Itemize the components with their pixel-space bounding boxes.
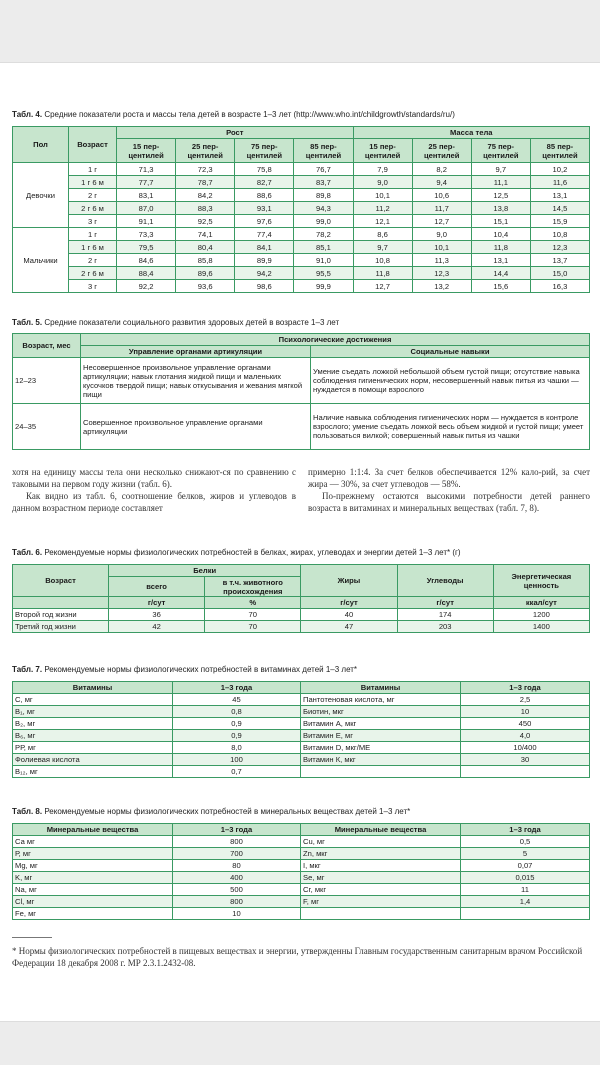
table8-header: Минеральные вещества xyxy=(301,824,461,836)
table6-unit-empty xyxy=(13,597,109,609)
table4-value-cell: 99,0 xyxy=(294,215,353,228)
t7-name-cell: В₂, мг xyxy=(13,718,173,730)
table6-value-cell: 203 xyxy=(397,621,493,633)
table5-number: Табл. 5. xyxy=(12,318,43,327)
t8-value-cell: 5 xyxy=(461,848,590,860)
table4-value-cell: 85,8 xyxy=(176,254,235,267)
t7-value-cell: 0,9 xyxy=(173,730,301,742)
table-row xyxy=(13,163,590,176)
table4-header-pol: Пол xyxy=(13,127,69,163)
t8-name-cell: Cu, мг xyxy=(301,836,461,848)
table4-value-cell: 77,4 xyxy=(235,228,294,241)
table8-caption xyxy=(12,807,410,817)
table6-value-cell: 70 xyxy=(205,609,301,621)
table4-value-cell: 11,8 xyxy=(353,267,412,280)
table4-value-cell: 10,1 xyxy=(353,189,412,202)
table7 xyxy=(12,681,590,778)
table4-value-cell: 11,3 xyxy=(412,254,471,267)
t7-name-cell: Витамин D, мкг/МЕ xyxy=(301,742,461,754)
table4-value-cell: 91,1 xyxy=(117,215,176,228)
t7-value-cell xyxy=(461,766,590,778)
table-row xyxy=(13,621,590,633)
table4-age-cell: 3 г xyxy=(69,215,117,228)
table5-social-cell: Умение съедать ложкой небольшой объем густой пищи; отсутствие навыка соблюдения гигиенических норм, несовершенный навык питья из чашки — нуждается в помощи взрослого xyxy=(311,358,590,404)
t8-name-cell xyxy=(301,908,461,920)
table6-header-energy: Энергетическая ценность xyxy=(493,565,589,597)
table4-value-cell: 12,3 xyxy=(412,267,471,280)
table4-value-cell: 13,2 xyxy=(412,280,471,293)
table-row xyxy=(13,202,590,215)
footnote-divider xyxy=(12,937,52,938)
table4-value-cell: 15,0 xyxy=(530,267,589,280)
table-row xyxy=(13,241,590,254)
table-row xyxy=(13,896,590,908)
table4-value-cell: 8,2 xyxy=(412,163,471,176)
table4-value-cell: 95,5 xyxy=(294,267,353,280)
table6-header-age: Возраст xyxy=(13,565,109,597)
table-row xyxy=(13,872,590,884)
table-row xyxy=(13,836,590,848)
table5-header-soc: Социальные навыки xyxy=(311,346,590,358)
table-row xyxy=(13,860,590,872)
table-row xyxy=(13,706,590,718)
table5-header-psy: Психологические достижения xyxy=(81,334,590,346)
table4-header-percentile: 15 пер-центилей xyxy=(353,139,412,163)
t7-value-cell: 10/400 xyxy=(461,742,590,754)
table4-value-cell: 97,6 xyxy=(235,215,294,228)
t8-name-cell: Mg, мг xyxy=(13,860,173,872)
t8-name-cell: Cl, мг xyxy=(13,896,173,908)
table4-value-cell: 91,0 xyxy=(294,254,353,267)
table4-value-cell: 11,8 xyxy=(471,241,530,254)
t7-name-cell: Витамин К, мкг xyxy=(301,754,461,766)
table4-value-cell: 80,4 xyxy=(176,241,235,254)
table4-value-cell: 72,3 xyxy=(176,163,235,176)
table5 xyxy=(12,333,590,450)
table6-value-cell: 1200 xyxy=(493,609,589,621)
table4-value-cell: 9,7 xyxy=(353,241,412,254)
table4-group-label: Девочки xyxy=(13,163,69,228)
t8-name-cell: I, мкг xyxy=(301,860,461,872)
table6-value-cell: 1400 xyxy=(493,621,589,633)
table4-value-cell: 11,2 xyxy=(353,202,412,215)
table4-value-cell: 8,6 xyxy=(353,228,412,241)
table5-header-art: Управление органами артикуляции xyxy=(81,346,311,358)
table6-header-vsego: всего xyxy=(109,577,205,597)
t7-value-cell: 2,5 xyxy=(461,694,590,706)
table4-value-cell: 9,4 xyxy=(412,176,471,189)
prose-left-paragraph-1: хотя на единицу массы тела они несколько снижают-ся по сравнению с таковыми на первом году жизни (табл. 6). xyxy=(12,467,296,489)
table7-header: 1–3 года xyxy=(173,682,301,694)
t8-name-cell: Р, мг xyxy=(13,848,173,860)
t7-name-cell: Биотин, мкг xyxy=(301,706,461,718)
table4-header-massa: Масса тела xyxy=(353,127,590,139)
table4-number: Табл. 4. xyxy=(12,110,43,119)
table4-age-cell: 2 г 6 м xyxy=(69,267,117,280)
table6-unit: г/сут xyxy=(109,597,205,609)
table6-header-fat: Жиры xyxy=(301,565,397,597)
table6-unit: % xyxy=(205,597,301,609)
t7-name-cell: Фолиевая кислота xyxy=(13,754,173,766)
table4-value-cell: 10,6 xyxy=(412,189,471,202)
table4-value-cell: 11,7 xyxy=(412,202,471,215)
table5-caption-text: Средние показатели социального развития здоровых детей в возрасте 1–3 лет xyxy=(44,318,340,327)
table4-age-cell: 1 г xyxy=(69,228,117,241)
t8-name-cell: Se, мг xyxy=(301,872,461,884)
table4-header-percentile: 75 пер-центилей xyxy=(471,139,530,163)
table4-value-cell: 11,1 xyxy=(471,176,530,189)
table-row xyxy=(13,766,590,778)
table4-header-rost: Рост xyxy=(117,127,354,139)
t7-name-cell: В₁₂, мг xyxy=(13,766,173,778)
table4-value-cell: 98,6 xyxy=(235,280,294,293)
table4-value-cell: 7,9 xyxy=(353,163,412,176)
table4-value-cell: 84,2 xyxy=(176,189,235,202)
table8-caption-text: Рекомендуемые нормы физиологических потребностей в минеральных веществах детей 1–3 лет* xyxy=(44,807,411,816)
table4-value-cell: 12,1 xyxy=(353,215,412,228)
table4-value-cell: 10,8 xyxy=(353,254,412,267)
t7-name-cell: Пантотеновая кислота, мг xyxy=(301,694,461,706)
table6-header-zhiv: в т.ч. животного происхождения xyxy=(205,577,301,597)
table7-header: Витамины xyxy=(13,682,173,694)
t7-name-cell: С, мг xyxy=(13,694,173,706)
table4-header-percentile: 75 пер-центилей xyxy=(235,139,294,163)
table4-value-cell: 84,6 xyxy=(117,254,176,267)
table5-articulation-cell: Совершенное произвольное управление органами артикуляции xyxy=(81,404,311,450)
table4-value-cell: 74,1 xyxy=(176,228,235,241)
table4-age-cell: 2 г xyxy=(69,254,117,267)
table6-age-cell: Второй год жизни xyxy=(13,609,109,621)
t7-value-cell: 30 xyxy=(461,754,590,766)
t8-value-cell: 500 xyxy=(173,884,301,896)
table8-header: 1–3 года xyxy=(461,824,590,836)
table4-value-cell: 10,4 xyxy=(471,228,530,241)
table-row xyxy=(13,848,590,860)
table4-age-cell: 1 г 6 м xyxy=(69,176,117,189)
t8-value-cell: 800 xyxy=(173,896,301,908)
table4-age-cell: 2 г 6 м xyxy=(69,202,117,215)
t7-value-cell: 0,7 xyxy=(173,766,301,778)
t8-value-cell: 11 xyxy=(461,884,590,896)
table4-value-cell: 87,0 xyxy=(117,202,176,215)
t8-name-cell: Zn, мкг xyxy=(301,848,461,860)
t8-value-cell: 0,5 xyxy=(461,836,590,848)
table4-value-cell: 15,6 xyxy=(471,280,530,293)
t7-name-cell: В₆, мг xyxy=(13,730,173,742)
t7-value-cell: 450 xyxy=(461,718,590,730)
t8-name-cell: F, мг xyxy=(301,896,461,908)
table4-value-cell: 77,7 xyxy=(117,176,176,189)
table4-value-cell: 12,7 xyxy=(412,215,471,228)
table4-value-cell: 88,3 xyxy=(176,202,235,215)
table-row xyxy=(13,742,590,754)
t8-value-cell: 0,015 xyxy=(461,872,590,884)
table6-number: Табл. 6. xyxy=(12,548,43,557)
table4-value-cell: 15,9 xyxy=(530,215,589,228)
table6-header-carb: Углеводы xyxy=(397,565,493,597)
t7-value-cell: 4,0 xyxy=(461,730,590,742)
table4-age-cell: 1 г 6 м xyxy=(69,241,117,254)
table4-value-cell: 73,3 xyxy=(117,228,176,241)
table-row xyxy=(13,730,590,742)
table4-value-cell: 93,6 xyxy=(176,280,235,293)
table-row xyxy=(13,908,590,920)
table4-value-cell: 83,7 xyxy=(294,176,353,189)
t8-name-cell: Са мг xyxy=(13,836,173,848)
t8-value-cell xyxy=(461,908,590,920)
prose-right-paragraph-1: примерно 1:1:4. За счет белков обеспечивается 12% кало-рий, за счет жира — 30%, за счет углеводов — 58%. xyxy=(308,467,590,489)
table4-value-cell: 9,7 xyxy=(471,163,530,176)
table4-value-cell: 12,7 xyxy=(353,280,412,293)
t8-name-cell: Fe, мг xyxy=(13,908,173,920)
table4-value-cell: 99,9 xyxy=(294,280,353,293)
t8-name-cell: K, мг xyxy=(13,872,173,884)
prose-right xyxy=(308,466,590,514)
table4-value-cell: 85,1 xyxy=(294,241,353,254)
table-row xyxy=(13,254,590,267)
table6-unit: ккал/сут xyxy=(493,597,589,609)
table7-number: Табл. 7. xyxy=(12,665,43,674)
table4-value-cell: 75,8 xyxy=(235,163,294,176)
t8-value-cell: 10 xyxy=(173,908,301,920)
table4-value-cell: 76,7 xyxy=(294,163,353,176)
table6-caption-text: Рекомендуемые нормы физиологических потребностей в белках, жирах, углеводах и энергии детей 1–3 лет* (г) xyxy=(44,548,461,557)
table6-header-belki: Белки xyxy=(109,565,301,577)
prose-left xyxy=(12,466,296,514)
t7-name-cell xyxy=(301,766,461,778)
t7-value-cell: 8,0 xyxy=(173,742,301,754)
table8-number: Табл. 8. xyxy=(12,807,43,816)
table5-caption xyxy=(12,318,339,328)
table6-caption xyxy=(12,548,461,558)
table4-value-cell: 88,4 xyxy=(117,267,176,280)
t8-value-cell: 0,07 xyxy=(461,860,590,872)
table4-value-cell: 78,2 xyxy=(294,228,353,241)
table-row xyxy=(13,404,590,450)
table4-value-cell: 13,7 xyxy=(530,254,589,267)
table-row xyxy=(13,718,590,730)
prose-left-paragraph-2: Как видно из табл. 6, соотношение белков, жиров и углеводов в данном возрастном периоде составляет xyxy=(12,491,296,513)
table4-value-cell: 14,4 xyxy=(471,267,530,280)
table4-value-cell: 78,7 xyxy=(176,176,235,189)
t8-value-cell: 800 xyxy=(173,836,301,848)
table4-header-percentile: 25 пер-центилей xyxy=(176,139,235,163)
t8-value-cell: 700 xyxy=(173,848,301,860)
table4-value-cell: 92,5 xyxy=(176,215,235,228)
table4-header-percentile: 85 пер-центилей xyxy=(294,139,353,163)
table4-value-cell: 10,1 xyxy=(412,241,471,254)
table8-header: 1–3 года xyxy=(173,824,301,836)
table6 xyxy=(12,564,590,633)
table4-value-cell: 84,1 xyxy=(235,241,294,254)
table4-value-cell: 13,8 xyxy=(471,202,530,215)
t8-name-cell: Na, мг xyxy=(13,884,173,896)
table7-caption-text: Рекомендуемые нормы физиологических потребностей в витаминах детей 1–3 лет* xyxy=(44,665,358,674)
table4-caption xyxy=(12,110,455,120)
table-row xyxy=(13,609,590,621)
t8-value-cell: 80 xyxy=(173,860,301,872)
table8 xyxy=(12,823,590,920)
table6-unit: г/сут xyxy=(397,597,493,609)
table-row xyxy=(13,358,590,404)
table4-value-cell: 83,1 xyxy=(117,189,176,202)
table-row xyxy=(13,215,590,228)
table4-caption-text: Средние показатели роста и массы тела детей в возрасте 1–3 лет (http://www.who.int/childgrowth/standards/ru/) xyxy=(44,110,455,119)
table-row xyxy=(13,884,590,896)
table4 xyxy=(12,126,590,293)
table6-value-cell: 47 xyxy=(301,621,397,633)
table4-value-cell: 89,9 xyxy=(235,254,294,267)
table-row xyxy=(13,228,590,241)
table4-value-cell: 13,1 xyxy=(530,189,589,202)
t7-name-cell: В₁, мг xyxy=(13,706,173,718)
table-row xyxy=(13,694,590,706)
table8-header: Минеральные вещества xyxy=(13,824,173,836)
table4-age-cell: 2 г xyxy=(69,189,117,202)
table7-header: 1–3 года xyxy=(461,682,590,694)
table-row xyxy=(13,754,590,766)
t7-value-cell: 0,8 xyxy=(173,706,301,718)
table5-header-age: Возраст, мес xyxy=(13,334,81,358)
t8-value-cell: 1,4 xyxy=(461,896,590,908)
prose-right-paragraph-2: По-прежнему остаются высокими потребности детей раннего возраста в витаминах и минеральных веществах (табл. 7, 8). xyxy=(308,491,590,513)
table7-caption xyxy=(12,665,357,675)
table4-value-cell: 12,3 xyxy=(530,241,589,254)
table5-articulation-cell: Несовершенное произвольное управление органами артикуляции; навык глотания жидкой пищи и маленьких кусочков твердой пищи; навык откусывания и жевания мягкой пищи xyxy=(81,358,311,404)
table4-value-cell: 88,6 xyxy=(235,189,294,202)
table-row xyxy=(13,189,590,202)
table4-value-cell: 82,7 xyxy=(235,176,294,189)
t8-value-cell: 400 xyxy=(173,872,301,884)
t7-name-cell: Витамин А, мкг xyxy=(301,718,461,730)
table4-value-cell: 16,3 xyxy=(530,280,589,293)
table4-value-cell: 15,1 xyxy=(471,215,530,228)
table4-value-cell: 9,0 xyxy=(412,228,471,241)
t7-value-cell: 10 xyxy=(461,706,590,718)
table6-age-cell: Третий год жизни xyxy=(13,621,109,633)
table4-age-cell: 3 г xyxy=(69,280,117,293)
t7-value-cell: 45 xyxy=(173,694,301,706)
table4-value-cell: 94,3 xyxy=(294,202,353,215)
table4-value-cell: 71,3 xyxy=(117,163,176,176)
table4-value-cell: 89,6 xyxy=(176,267,235,280)
table-row xyxy=(13,267,590,280)
table6-value-cell: 70 xyxy=(205,621,301,633)
table7-header: Витамины xyxy=(301,682,461,694)
table6-value-cell: 42 xyxy=(109,621,205,633)
table4-header-percentile: 15 пер-центилей xyxy=(117,139,176,163)
table4-value-cell: 10,2 xyxy=(530,163,589,176)
t7-name-cell: Витамин Е, мг xyxy=(301,730,461,742)
t7-name-cell: РР, мг xyxy=(13,742,173,754)
t8-name-cell: Cr, мкг xyxy=(301,884,461,896)
table5-age-cell: 12–23 xyxy=(13,358,81,404)
t7-value-cell: 100 xyxy=(173,754,301,766)
table4-value-cell: 12,5 xyxy=(471,189,530,202)
table4-age-cell: 1 г xyxy=(69,163,117,176)
table4-value-cell: 10,8 xyxy=(530,228,589,241)
table4-value-cell: 79,5 xyxy=(117,241,176,254)
table4-value-cell: 13,1 xyxy=(471,254,530,267)
table4-value-cell: 94,2 xyxy=(235,267,294,280)
table4-value-cell: 9,0 xyxy=(353,176,412,189)
table6-value-cell: 40 xyxy=(301,609,397,621)
table4-value-cell: 11,6 xyxy=(530,176,589,189)
table4-header-percentile: 85 пер-центилей xyxy=(530,139,589,163)
table5-age-cell: 24–35 xyxy=(13,404,81,450)
footnote: * Нормы физиологических потребностей в пищевых веществах и энергии, утвержденны Главным государственным санитарным врачом Российской Федерации 18 декабря 2008 г. МР 2.3.1.2432-08. xyxy=(12,946,583,968)
table6-value-cell: 36 xyxy=(109,609,205,621)
table5-social-cell: Наличие навыка соблюдения гигиенических норм — нуждается в контроле взрослого; умение съедать ложкой весь объем жидкой и густой пищи; умеет пользоваться вилкой; совершенный навык питья из чашки xyxy=(311,404,590,450)
table4-value-cell: 14,5 xyxy=(530,202,589,215)
table4-value-cell: 93,1 xyxy=(235,202,294,215)
table6-unit: г/сут xyxy=(301,597,397,609)
table-row xyxy=(13,176,590,189)
table4-value-cell: 92,2 xyxy=(117,280,176,293)
table4-header-percentile: 25 пер-центилей xyxy=(412,139,471,163)
t7-value-cell: 0,9 xyxy=(173,718,301,730)
table4-group-label: Мальчики xyxy=(13,228,69,293)
table-row xyxy=(13,280,590,293)
table6-value-cell: 174 xyxy=(397,609,493,621)
table4-value-cell: 89,8 xyxy=(294,189,353,202)
table4-header-vozrast: Возраст xyxy=(69,127,117,163)
